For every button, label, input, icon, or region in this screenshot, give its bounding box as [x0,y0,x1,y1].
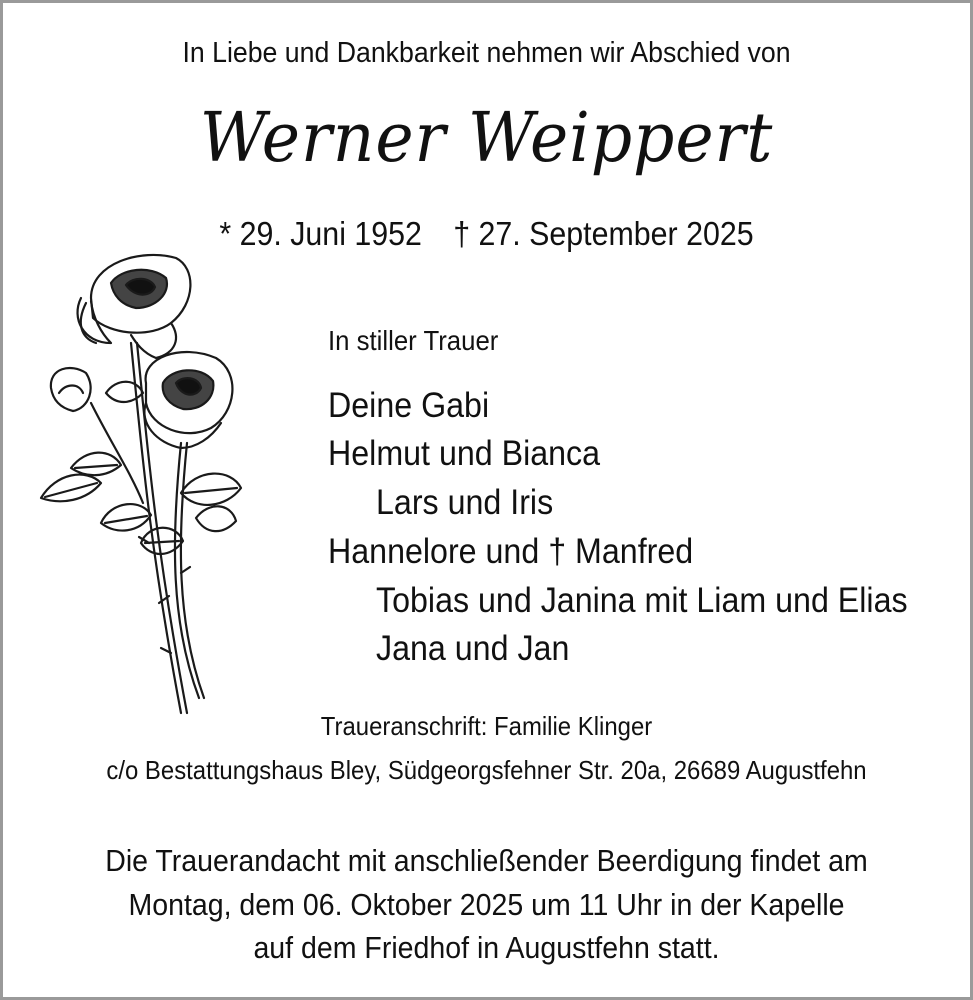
deceased-name: Werner Weippert [199,99,774,178]
service-info-line: Montag, dem 06. Oktober 2025 um 11 Uhr in der Kapelle [128,887,845,922]
service-info-line: Die Trauerandacht mit anschließender Beerdigung findet am [105,843,868,878]
address-line: Traueranschrift: Familie Klinger [320,711,653,741]
intro-text: In Liebe und Dankbarkeit nehmen wir Abschied von [182,37,791,69]
family-member: Deine Gabi [328,386,490,425]
death-date: † 27. September 2025 [453,215,754,252]
family-member: Tobias und Janina mit Liam und Elias [376,581,908,620]
family-member: Lars und Iris [376,483,554,522]
birth-date: * 29. Juni 1952 [219,215,422,252]
service-info-line: auf dem Friedhof in Augustfehn statt. [253,930,720,965]
mourning-line: In stiller Trauer [328,325,499,356]
address-line: c/o Bestattungshaus Bley, Südgeorgsfehner Str. 20a, 26689 Augustfehn [106,755,867,785]
family-member: Helmut und Bianca [328,434,601,473]
family-member: Jana und Jan [376,629,570,668]
family-member: Hannelore und † Manfred [328,532,694,571]
rose-illustration [31,243,261,733]
